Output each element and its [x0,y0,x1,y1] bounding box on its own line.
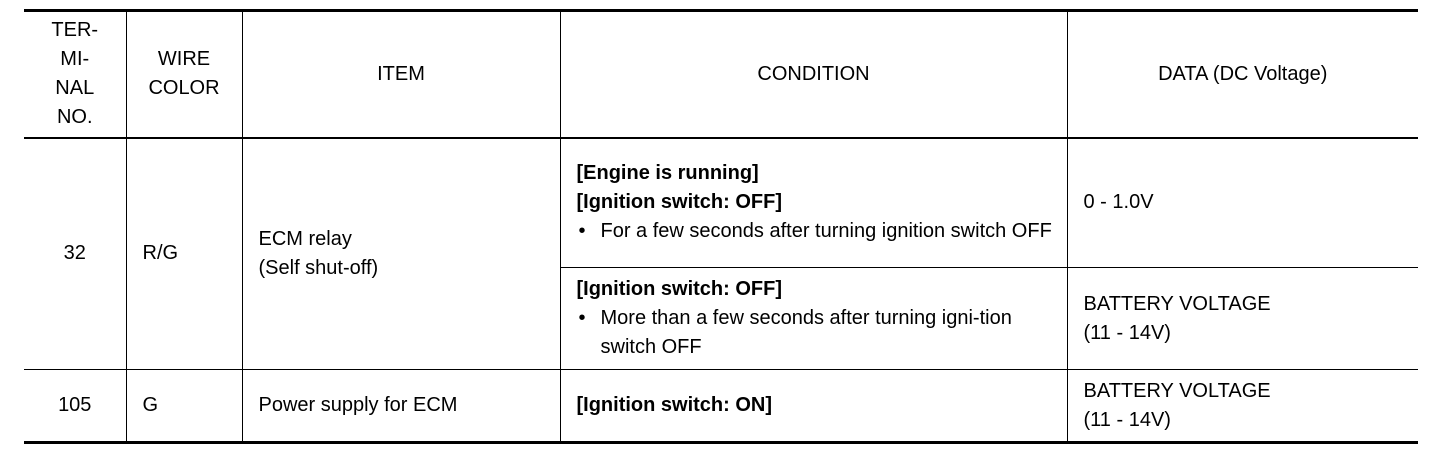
header-terminal-no [24,11,126,138]
item-cell [242,138,560,370]
terminal-cell: 105 [24,370,126,443]
condition-cell [560,268,1067,370]
header-item: ITEM [242,11,560,138]
item-line: ECM relay [258,227,352,250]
table-row [24,138,1418,268]
data-line: BATTERY VOLTAGE [1083,292,1271,315]
header-wire-line: COLOR [148,77,220,100]
bullet-text: For a few seconds after turning ignition switch OFF [600,220,1052,243]
wire-color-cell: R/G [126,138,242,370]
item-cell [242,370,560,443]
bullet-text: More than a few seconds after turning igni-tion switch OFF [600,307,1012,359]
header-terminal-line: NO. [56,106,93,129]
bullet-icon: • [578,220,586,243]
condition-bold-line: [Ignition switch: OFF] [576,191,783,214]
data-line: (11 - 14V) [1083,408,1171,431]
condition-bold-line: [Ignition switch: ON] [576,394,773,417]
data-line: BATTERY VOLTAGE [1083,379,1271,402]
data-line: 0 - 1.0V [1083,191,1154,214]
data-line: (11 - 14V) [1083,321,1171,344]
condition-bullet [577,217,1067,246]
header-data: DATA (DC Voltage) [1067,11,1418,138]
data-cell [1067,268,1418,370]
header-terminal-line: MI- [60,48,90,71]
terminal-cell: 32 [24,138,126,370]
header-wire-color [126,11,242,138]
condition-bold-line: [Engine is running] [576,162,759,185]
data-cell [1067,370,1418,443]
bullet-icon: • [578,307,586,330]
table-row [24,370,1418,443]
item-line: (Self shut-off) [258,256,379,279]
item-line: Power supply for ECM [258,394,458,417]
header-condition: CONDITION [560,11,1067,138]
condition-bold-line: [Ignition switch: OFF] [576,278,783,301]
header-row [24,11,1418,138]
header-terminal-line: TER- [51,19,99,42]
condition-cell [560,370,1067,443]
terminal-data-table [24,9,1418,444]
wire-color-cell: G [126,370,242,443]
data-cell [1067,138,1418,268]
header-wire-line: WIRE [157,48,211,71]
header-terminal-line: NAL [55,77,95,100]
condition-bullet [577,304,1067,362]
condition-cell [560,138,1067,268]
